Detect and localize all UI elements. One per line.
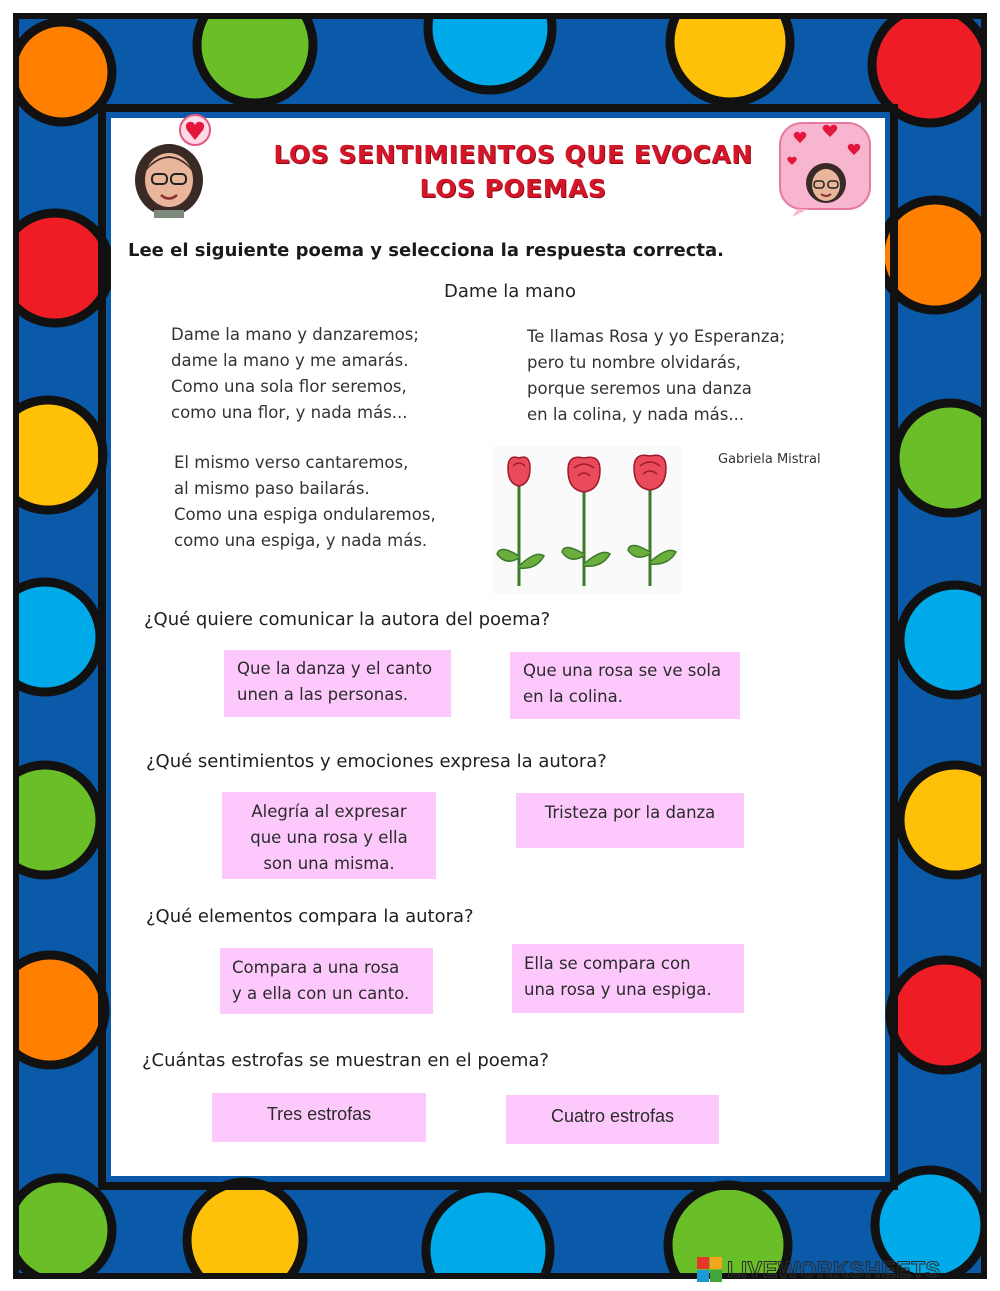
- option-line: unen a las personas.: [237, 685, 409, 704]
- poem-line: como una espiga, y nada más.: [174, 531, 428, 550]
- question-3: ¿Qué elementos compara la autora?: [146, 906, 474, 927]
- poem-line: Dame la mano y danzaremos;: [171, 325, 419, 344]
- option-line: Tres estrofas: [266, 1104, 372, 1124]
- option-line: una rosa y una espiga.: [524, 980, 712, 999]
- rose-icon: [628, 455, 676, 586]
- poem-line: pero tu nombre olvidarás,: [527, 353, 741, 372]
- q2-option-b[interactable]: [516, 793, 744, 848]
- poem-line: porque seremos una danza: [527, 379, 752, 398]
- option-line: Tristeza por la danza: [544, 803, 716, 822]
- q2-option-a[interactable]: [222, 792, 436, 879]
- teacher-avatar-icon: [126, 114, 216, 218]
- roses-illustration: [492, 446, 682, 594]
- poem-line: en la colina, y nada más...: [527, 405, 745, 424]
- poem-stanza-2: [527, 324, 785, 428]
- poem-line: Como una espiga ondularemos,: [174, 505, 436, 524]
- worksheet-title: LOS SENTIMIENTOS QUE EVOCAN LOS POEMAS: [273, 140, 753, 203]
- q3-option-a[interactable]: [220, 948, 433, 1014]
- poem-line: al mismo paso bailarás.: [174, 479, 370, 498]
- worksheet-page: [111, 118, 885, 1176]
- poem-line: dame la mano y me amarás.: [171, 351, 409, 370]
- q4-option-a[interactable]: [212, 1093, 426, 1142]
- option-line: Alegría al expresar: [251, 802, 407, 821]
- question-4: ¿Cuántas estrofas se muestran en el poema?: [142, 1050, 549, 1071]
- poem-line: Como una sola flor seremos,: [171, 377, 407, 396]
- option-line: Ella se compara con: [524, 954, 691, 973]
- teacher-hearts-avatar-icon: [778, 121, 874, 217]
- rose-icon: [497, 457, 544, 586]
- option-line: que una rosa y ella: [250, 828, 408, 847]
- rose-icon: [562, 457, 610, 586]
- q3-option-b[interactable]: [512, 944, 744, 1013]
- liveworksheets-logo-icon: [697, 1257, 723, 1283]
- q1-option-a[interactable]: [224, 650, 451, 717]
- poem-title: Dame la mano: [444, 281, 576, 302]
- liveworksheets-watermark: [697, 1257, 941, 1283]
- option-line: son una misma.: [263, 854, 395, 873]
- q4-option-b[interactable]: [506, 1095, 719, 1144]
- poem-line: Te llamas Rosa y yo Esperanza;: [527, 327, 786, 346]
- option-line: en la colina.: [523, 687, 623, 706]
- poem-stanza-1: [171, 322, 419, 426]
- question-2: ¿Qué sentimientos y emociones expresa la autora?: [146, 751, 607, 772]
- option-line: Compara a una rosa: [232, 958, 400, 977]
- poem-author: Gabriela Mistral: [718, 452, 821, 467]
- option-line: y a ella con un canto.: [232, 984, 410, 1003]
- poem-line: como una flor, y nada más...: [171, 403, 408, 422]
- watermark-text: LIVEWORKSHEETS: [727, 1257, 941, 1282]
- q1-option-b[interactable]: [510, 652, 740, 719]
- poem-stanza-3: [174, 450, 436, 554]
- option-line: Que una rosa se ve sola: [523, 661, 722, 680]
- question-1: ¿Qué quiere comunicar la autora del poema?: [144, 609, 551, 630]
- option-line: Cuatro estrofas: [550, 1106, 675, 1126]
- poem-line: El mismo verso cantaremos,: [174, 453, 409, 472]
- instruction-text: Lee el siguiente poema y selecciona la respuesta correcta.: [128, 240, 724, 261]
- option-line: Que la danza y el canto: [237, 659, 433, 678]
